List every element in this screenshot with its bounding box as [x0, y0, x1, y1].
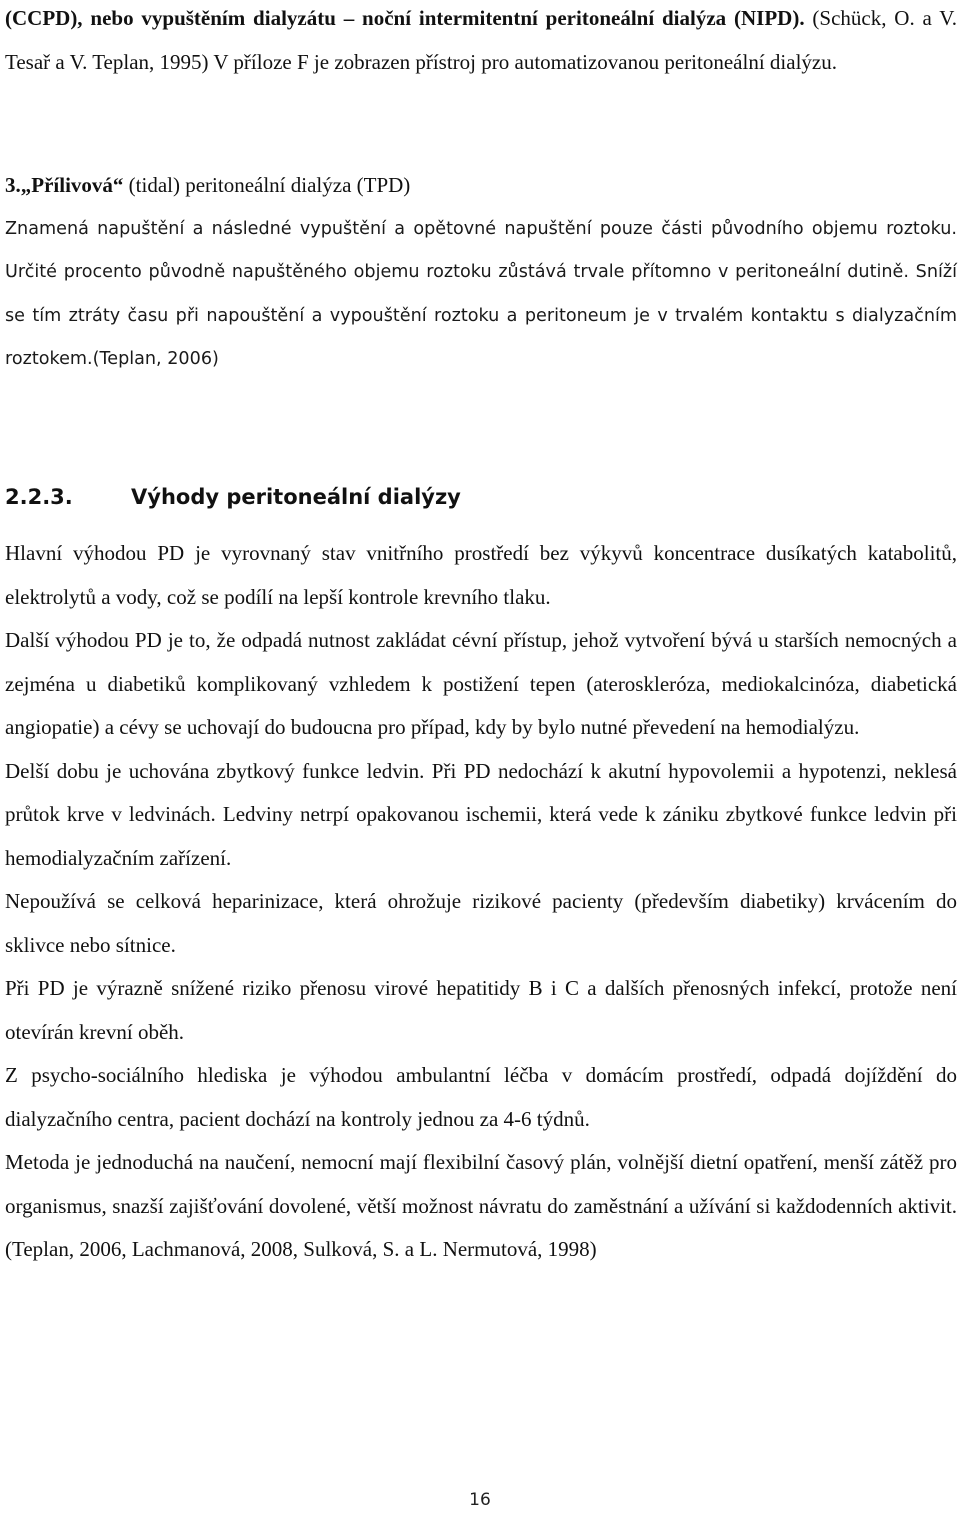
- body-text: [5, 532, 957, 1272]
- intro-paragraph: [5, 0, 957, 84]
- tpd-title-rest: (tidal) peritoneální dialýza (TPD): [123, 173, 411, 197]
- paragraph-3: Delší dobu je uchována zbytkový funkce ledvin. Při PD nedochází k akutní hypovolemii a hypotenzi, neklesá průtok krve v ledvinách. Ledviny netrpí opakovanou ischemii, která vede k zániku zbytkové funkce ledvin při hemodialyzačním zařízení.: [5, 758, 957, 870]
- page-number: 16: [469, 1490, 491, 1510]
- paragraph-5: Při PD je výrazně snížené riziko přenosu virové hepatitidy B i C a dalších přenosných infekcí, protože není otevírán krevní oběh.: [5, 976, 957, 1044]
- tpd-block: [5, 164, 957, 382]
- paragraph-6: Z psycho-sociálního hlediska je výhodou ambulantní léčba v domácím prostředí, odpadá dojíždění do dialyzačního centra, pacient dochází na kontroly jednou za 4-6 týdnů.: [5, 1063, 957, 1131]
- paragraph-7: Metoda je jednoduchá na naučení, nemocní mají flexibilní časový plán, volnější dietní opatření, menší zátěž pro organismus, snazší zajišťování dovolené, větší možnost návratu do zaměstnání a užívání si každodenních aktivit.(Teplan, 2006, Lachmanová, 2008, Sulková, S. a L. Nermutová, 1998): [5, 1150, 957, 1261]
- intro-block: [5, 0, 957, 84]
- intro-rest: (Schück, O. a V. Tesař a V. Teplan, 1995) V příloze F je zobrazen přístroj pro automatizovanou peritoneální dialýzu.: [5, 6, 958, 74]
- section-number: 2.2.3.: [5, 485, 73, 509]
- intro-bold-prefix: (CCPD), nebo vypuštěním dialyzátu – noční intermitentní peritoneální dialýza (NIPD).: [5, 6, 805, 30]
- paragraph-1: Hlavní výhodou PD je vyrovnaný stav vnitřního prostředí bez výkyvů koncentrace dusíkatých katabolitů, elektrolytů a vody, což se podílí na lepší kontrole krevního tlaku.: [5, 541, 957, 609]
- paragraph-4: Nepoužívá se celková heparinizace, která ohrožuje rizikové pacienty (především diabetiky) krvácením do sklivce nebo sítnice.: [5, 889, 957, 957]
- tpd-title-bold: „Přílivová“: [20, 173, 124, 197]
- section-heading: [5, 476, 461, 520]
- tpd-text: Znamená napuštění a následné vypuštění a opětovné napuštění pouze části původního objemu roztoku. Určité procento původně napuštěného objemu roztoku zůstává trvale přítomno v peritoneální dutině. Sníží se tím ztráty času při napouštění a vypouštění roztoku a peritoneum je v trvalém kontaktu s dialyzačním roztokem.(Teplan, 2006): [5, 218, 957, 369]
- document-page: [5, 0, 957, 1515]
- tpd-title: 3.„Přílivová“ (tidal) peritoneální dialýza (TPD): [5, 173, 411, 197]
- section-title: Výhody peritoneální dialýzy: [131, 485, 461, 509]
- paragraph-2: Další výhodou PD je to, že odpadá nutnost zakládat cévní přístup, jehož vytvoření bývá u starších nemocných a zejména u diabetiků komplikovaný vzhledem k postižení tepen (ateroskleróza, mediokalcinóza, diabetická angiopatie) a cévy se uchovají do budoucna pro případ, kdy by bylo nutné převedení na hemodialýzu.: [5, 628, 957, 739]
